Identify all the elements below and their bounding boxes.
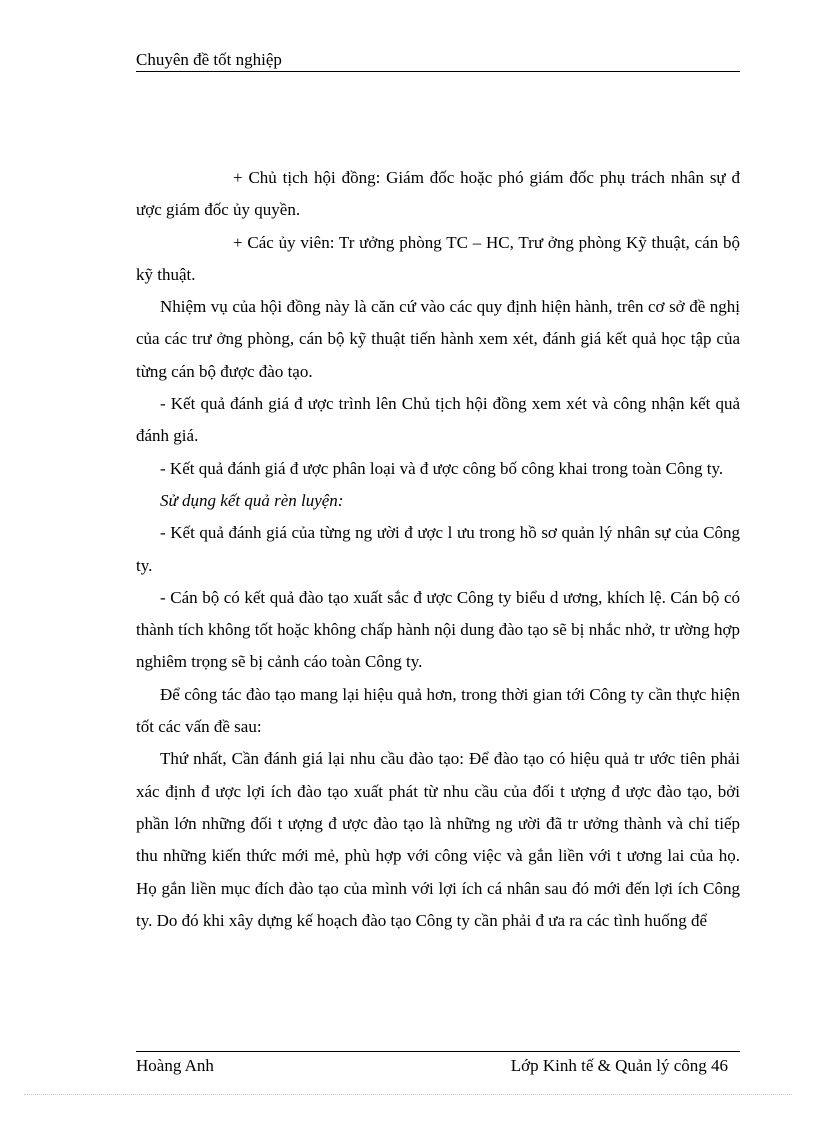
- paragraph-result-submitted: - Kết quả đánh giá đ ược trình lên Chủ tịch hội đồng xem xét và công nhận kết quả đánh giá.: [136, 394, 740, 446]
- page-footer: [136, 1051, 740, 1075]
- header-title: Chuyên đề tốt nghiệp: [136, 50, 282, 69]
- page-edge-divider: [24, 1094, 792, 1095]
- paragraph-chairman: + Chủ tịch hội đồng: Giám đốc hoặc phó giám đốc phụ trách nhân sự đ ược giám đốc ủy quyền.: [136, 168, 740, 220]
- paragraph-reward: - Cán bộ có kết quả đào tạo xuất sắc đ ược Công ty biểu d ương, khích lệ. Cán bộ có thành tích không tốt hoặc không chấp hành nội dung đào tạo sẽ bị nhắc nhở, tr ường hợp nghiêm trọng sẽ bị cảnh cáo toàn Công ty.: [136, 587, 740, 672]
- paragraph-first-issue: Thứ nhất, Cần đánh giá lại nhu cầu đào tạo: Để đào tạo có hiệu quả tr ước tiên phải xác định đ ược lợi ích đào tạo xuất phát từ nhu cầu của đối t ượng đ ược đào tạo, bởi phần lớn những đối t ượng đ ược đào tạo là những ng ười đã tr ưởng thành và chỉ tiếp thu những kiến thức mới mẻ, phù hợp với công việc và gắn liền với t ương lai của họ. Họ gắn liền mục đích đào tạo của mình với lợi ích cá nhân sau đó mới đến lợi ích Công ty. Do đó khi xây dựng kế hoạch đào tạo Công ty cần phải đ ưa ra các tình huống để: [136, 749, 740, 930]
- paragraph-council-duty: Nhiệm vụ của hội đồng này là căn cứ vào các quy định hiện hành, trên cơ sở đề nghị của các trư ởng phòng, cán bộ kỹ thuật tiến hành xem xét, đánh giá kết quả học tập của từng cán bộ được đào tạo.: [136, 297, 740, 381]
- subheading-usage: Sử dụng kết quả rèn luyện:: [160, 490, 344, 510]
- paragraph-result-stored: - Kết quả đánh giá của từng ng ười đ ược l ưu trong hồ sơ quản lý nhân sự của Công ty.: [136, 523, 740, 575]
- paragraph-intro-issues: Để công tác đào tạo mang lại hiệu quả hơn, trong thời gian tới Công ty cần thực hiện tốt các vấn đề sau:: [136, 684, 740, 737]
- paragraph-members: + Các ủy viên: Tr ưởng phòng TC – HC, Trư ởng phòng Kỹ thuật, cán bộ kỹ thuật.: [136, 232, 740, 284]
- document-body: [136, 162, 740, 937]
- footer-class: Lớp Kinh tế & Quản lý công 46: [510, 1056, 728, 1075]
- page-header: [136, 50, 740, 72]
- footer-author: Hoàng Anh: [136, 1056, 214, 1075]
- paragraph-result-published: - Kết quả đánh giá đ ược phân loại và đ ược công bố công khai trong toàn Công ty.: [160, 458, 724, 478]
